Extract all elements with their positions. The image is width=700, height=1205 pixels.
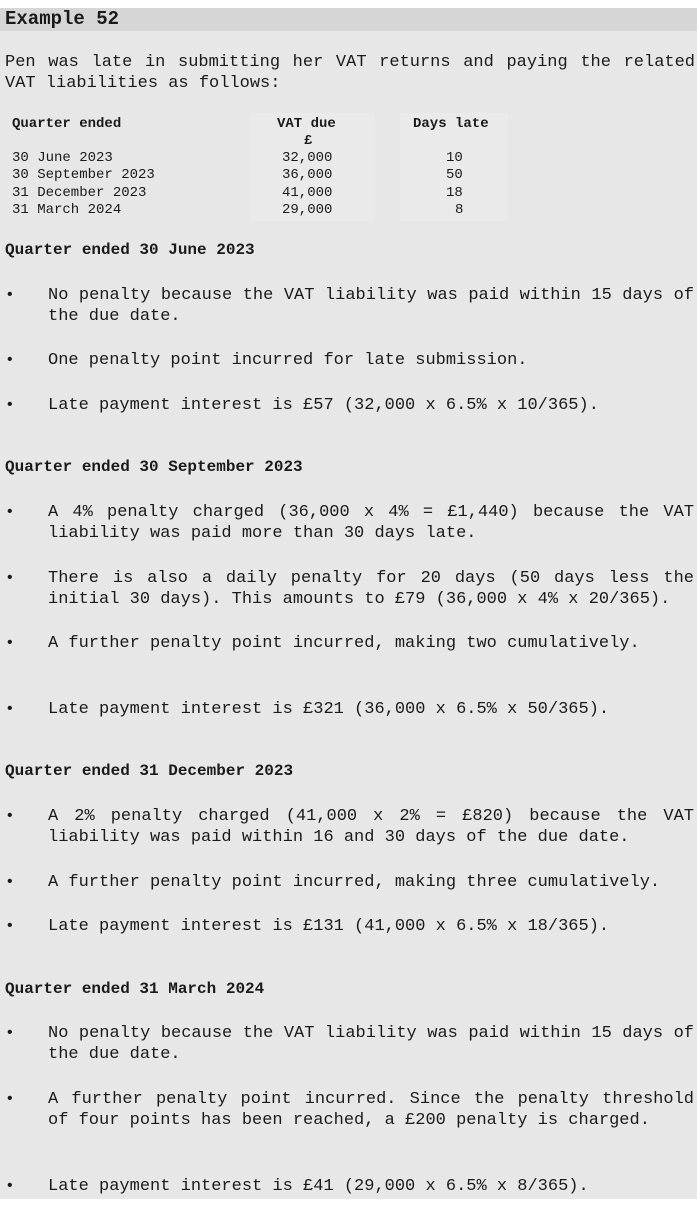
bullet-text: A 4% penalty charged (36,000 x 4% = £1,440) because the VAT liability was paid more than 30 days late. bbox=[48, 503, 694, 543]
bullet-text: A further penalty point incurred, making three cumulatively. bbox=[48, 873, 661, 892]
table-cell: 29,000 bbox=[282, 202, 333, 218]
bullet-icon: • bbox=[5, 286, 15, 304]
bullet-text: No penalty because the VAT liability was paid within 15 days of the due date. bbox=[48, 286, 694, 326]
section-title: Quarter ended 31 March 2024 bbox=[5, 980, 265, 998]
table-cell: 10 bbox=[446, 150, 463, 166]
bullet-text: No penalty because the VAT liability was paid within 15 days of the due date. bbox=[48, 1024, 694, 1064]
bullet-icon: • bbox=[5, 1177, 15, 1195]
table-cell: 30 September 2023 bbox=[12, 167, 155, 183]
bullet-text: A further penalty point incurred. Since the penalty threshold of four points has been reached, a £200 penalty is charged. bbox=[48, 1090, 694, 1130]
table-cell: 30 June 2023 bbox=[12, 150, 113, 166]
table-cell: 18 bbox=[446, 185, 463, 201]
section-title: Quarter ended 30 September 2023 bbox=[5, 458, 303, 476]
bullet-icon: • bbox=[5, 569, 15, 587]
bullet-text: A 2% penalty charged (41,000 x 2% = £820) because the VAT liability was paid within 16 and 30 days of the due date. bbox=[48, 807, 694, 847]
table-cell: 8 bbox=[455, 202, 464, 218]
col-subheader-currency: £ bbox=[304, 133, 313, 149]
bullet-text: Late payment interest is £321 (36,000 x 6.5% x 50/365). bbox=[48, 700, 610, 719]
bullet-text: Late payment interest is £131 (41,000 x 6.5% x 18/365). bbox=[48, 917, 610, 936]
bullet-icon: • bbox=[5, 917, 15, 935]
table-cell: 41,000 bbox=[282, 185, 333, 201]
bullet-text: Late payment interest is £41 (29,000 x 6.5% x 8/365). bbox=[48, 1177, 589, 1196]
bullet-text: One penalty point incurred for late submission. bbox=[48, 351, 528, 370]
bullet-icon: • bbox=[5, 1024, 15, 1042]
table-cell: 36,000 bbox=[282, 167, 333, 183]
bullet-icon: • bbox=[5, 1090, 15, 1108]
table-cell: 31 March 2024 bbox=[12, 202, 122, 218]
col-header-quarter: Quarter ended bbox=[12, 116, 122, 132]
bullet-icon: • bbox=[5, 396, 15, 414]
table-cell: 31 December 2023 bbox=[12, 185, 147, 201]
bullet-icon: • bbox=[5, 873, 15, 891]
intro-paragraph: Pen was late in submitting her VAT returns and paying the related VAT liabilities as follows: bbox=[5, 53, 695, 93]
bullet-icon: • bbox=[5, 351, 15, 369]
bullet-icon: • bbox=[5, 503, 15, 521]
bullet-icon: • bbox=[5, 807, 15, 825]
example-title: Example 52 bbox=[0, 8, 697, 31]
col-header-days-late: Days late bbox=[413, 116, 489, 132]
bullet-text: There is also a daily penalty for 20 days (50 days less the initial 30 days). This amounts to £79 (36,000 x 4% x 20/365). bbox=[48, 569, 694, 609]
table-cell: 50 bbox=[446, 167, 463, 183]
col-header-vat-due: VAT due bbox=[277, 116, 336, 132]
bullet-icon: • bbox=[5, 634, 15, 652]
section-title: Quarter ended 30 June 2023 bbox=[5, 241, 255, 259]
section-title: Quarter ended 31 December 2023 bbox=[5, 762, 294, 780]
table-cell: 32,000 bbox=[282, 150, 333, 166]
bullet-text: Late payment interest is £57 (32,000 x 6.5% x 10/365). bbox=[48, 396, 599, 415]
bullet-text: A further penalty point incurred, making two cumulatively. bbox=[48, 634, 640, 653]
bullet-icon: • bbox=[5, 700, 15, 718]
